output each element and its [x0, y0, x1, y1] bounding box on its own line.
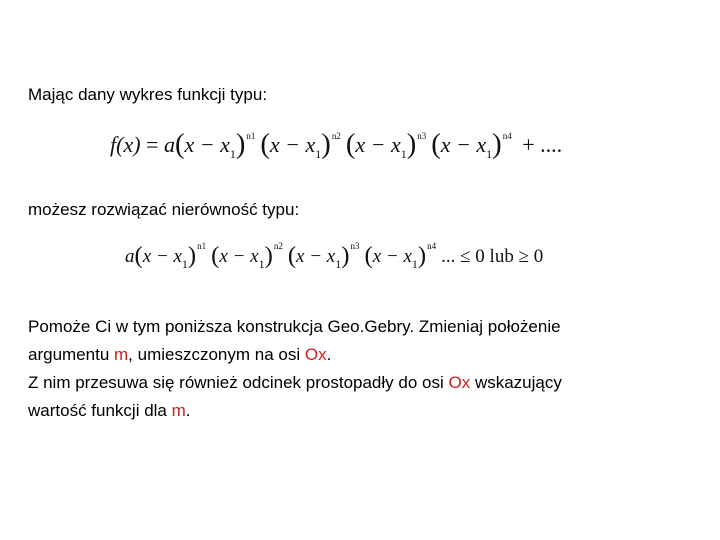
inequality-tail: ... ≤ 0 lub ≥ 0 — [441, 246, 544, 267]
text-segment: argumentu — [28, 345, 114, 364]
formula-exp-2: n2 — [331, 131, 341, 141]
text-segment: wskazujący — [470, 373, 562, 392]
text-segment: Z nim przesuwa się również odcinek prostopadły do osi — [28, 373, 449, 392]
paragraph-line-1: Pomoże Ci w tym poniższa konstrukcja Geo.Gebry. Zmieniaj położenie — [28, 317, 561, 336]
formula-lhs: f(x) — [110, 132, 141, 157]
inequality-sub: 1 — [258, 257, 265, 271]
inequality-exp-1: n1 — [197, 241, 207, 251]
inequality-sub: 1 — [335, 257, 342, 271]
text-segment: , umieszczonym na osi — [128, 345, 305, 364]
inequality-sub: 1 — [411, 257, 418, 271]
inequality-base: x − x — [142, 246, 182, 267]
formula-exp-1: n1 — [246, 131, 256, 141]
highlight-ox: Ox — [304, 345, 327, 364]
inequality-coef: a — [125, 246, 135, 267]
formula-sub: 1 — [315, 147, 322, 161]
formula-exp-4: n4 — [502, 131, 512, 141]
text-segment: . — [326, 345, 332, 364]
text-segment: wartość funkcji dla — [28, 401, 172, 420]
inequality-base: x − x — [372, 246, 412, 267]
formula-sub: 1 — [400, 147, 407, 161]
text-segment: . — [185, 401, 191, 420]
formula-base: x − x — [440, 132, 487, 157]
inequality-base: x − x — [296, 246, 336, 267]
inequality-exp-4: n4 — [427, 241, 437, 251]
paragraph-line-4 — [28, 397, 191, 424]
paragraph-line-2 — [28, 341, 331, 368]
inequality-exp-2: n2 — [273, 241, 283, 251]
paragraph-line-3 — [28, 369, 562, 396]
formula-exp-3: n3 — [417, 131, 427, 141]
inequality-exp-3: n3 — [350, 241, 360, 251]
formula-base: x − x — [269, 132, 316, 157]
formula-sub: 1 — [229, 147, 236, 161]
highlight-m: m — [171, 401, 186, 420]
inequality-base: x − x — [219, 246, 259, 267]
inequality-sub: 1 — [181, 257, 188, 271]
formula-base: x − x — [355, 132, 401, 157]
formula-coef: a — [163, 132, 175, 157]
highlight-ox: Ox — [448, 373, 471, 392]
formula-equals: = — [146, 132, 159, 157]
formula-base: x − x — [184, 132, 230, 157]
highlight-m: m — [114, 345, 129, 364]
formula-sub: 1 — [486, 147, 493, 161]
formula-inequality: $a(x - x_1)^{n1}$ $(x - x_1)^{n2}$ $(x - x_1)^{n3}$ $(x - x_1)^{n4}$ ... ≤ 0 lub ≥ 0 — [125, 241, 544, 271]
intro-text: Mając dany wykres funkcji typu: — [28, 85, 268, 104]
formula-tail: + .... — [522, 132, 563, 157]
mid-text: możesz rozwiązać nierówność typu: — [28, 200, 300, 219]
formula-function: $f(x) = a(x - x_1)^{n1}$ $(x - x_1)^{n2}$ $(x - x_1)^{n3}$ $(x - x_1)^{n4}$ + .... — [110, 129, 563, 161]
